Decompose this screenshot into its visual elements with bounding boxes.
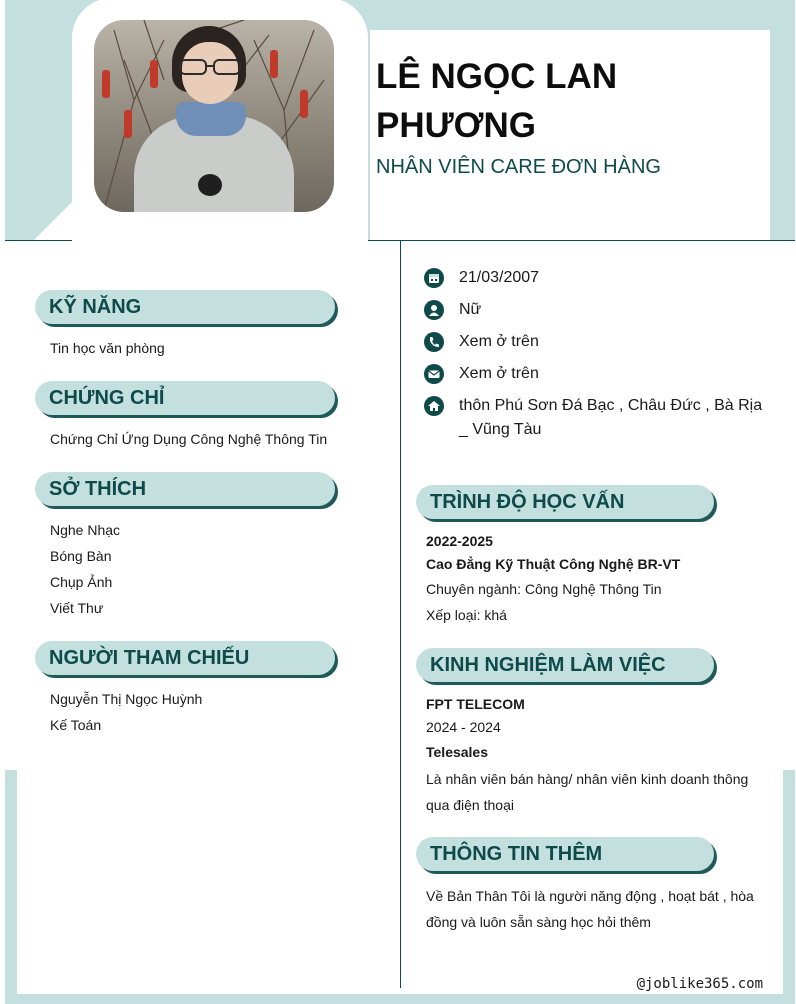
watermark: @joblike365.com <box>636 976 763 992</box>
home-address: thôn Phú Sơn Đá Bạc , Châu Đức , Bà Rịa _ Vũng Tàu <box>459 397 763 438</box>
glasses <box>176 58 244 76</box>
hobby-item: Chụp Ảnh <box>50 574 113 590</box>
calendar-icon <box>424 268 444 288</box>
certificate-item: Chứng Chỉ Ứng Dụng Công Nghệ Thông Tin <box>50 431 328 447</box>
education-period: 2022-2025 <box>426 533 493 549</box>
experience-role: Telesales <box>426 744 489 760</box>
frame-bottom <box>5 994 795 1004</box>
experience-description: Là nhân viên bán hàng/ nhân viên kinh doanh thông qua điện thoại <box>426 771 749 813</box>
lantern-decoration <box>270 50 278 78</box>
lantern-decoration <box>102 70 110 98</box>
column-divider <box>400 240 401 988</box>
photo-frame-tail <box>34 196 78 240</box>
hobby-item: Bóng Bàn <box>50 548 112 564</box>
candidate-name: LÊ NGỌC LAN PHƯƠNG <box>376 57 618 145</box>
person-icon <box>424 300 444 320</box>
email-address: Xem ở trên <box>459 365 539 382</box>
skill-item: Tin học văn phòng <box>50 340 165 356</box>
birth-date: 21/03/2007 <box>459 269 540 286</box>
reference-name: Nguyễn Thị Ngọc Huỳnh <box>50 691 203 707</box>
experience-heading: KINH NGHIỆM LÀM VIỆC <box>416 648 714 682</box>
email-icon <box>424 364 444 384</box>
experience-period: 2024 - 2024 <box>426 719 501 735</box>
certificates-heading: CHỨNG CHỈ <box>35 381 335 415</box>
lantern-decoration <box>124 110 132 138</box>
frame-right <box>783 770 795 1004</box>
skills-heading: KỸ NĂNG <box>35 290 335 324</box>
education-grade: Xếp loại: khá <box>426 607 507 623</box>
additional-info-text: Về Bản Thân Tôi là người năng động , hoạt bát , hòa đồng và luôn sẵn sàng học hỏi thêm <box>426 888 754 930</box>
job-title: NHÂN VIÊN CARE ĐƠN HÀNG <box>376 156 661 178</box>
lantern-decoration <box>150 60 158 88</box>
profile-photo <box>94 20 334 212</box>
phone-icon <box>424 332 444 352</box>
education-heading: TRÌNH ĐỘ HỌC VẤN <box>416 485 714 519</box>
references-heading: NGƯỜI THAM CHIẾU <box>35 641 335 675</box>
phone-number: Xem ở trên <box>459 333 539 350</box>
lantern-decoration <box>300 90 308 118</box>
pendant <box>198 174 222 196</box>
home-icon <box>424 396 444 416</box>
additional-info-heading: THÔNG TIN THÊM <box>416 837 714 871</box>
hobbies-heading: SỞ THÍCH <box>35 472 335 506</box>
hobby-item: Nghe Nhạc <box>50 522 121 538</box>
education-school: Cao Đẳng Kỹ Thuật Công Nghệ BR-VT <box>426 556 681 572</box>
education-major: Chuyên ngành: Công Nghệ Thông Tin <box>426 581 662 597</box>
reference-role: Kế Toán <box>50 717 102 733</box>
hobby-item: Viết Thư <box>50 600 104 616</box>
person-collar <box>176 102 246 136</box>
gender: Nữ <box>459 301 482 318</box>
experience-company: FPT TELECOM <box>426 696 525 712</box>
frame-left <box>5 770 17 1004</box>
